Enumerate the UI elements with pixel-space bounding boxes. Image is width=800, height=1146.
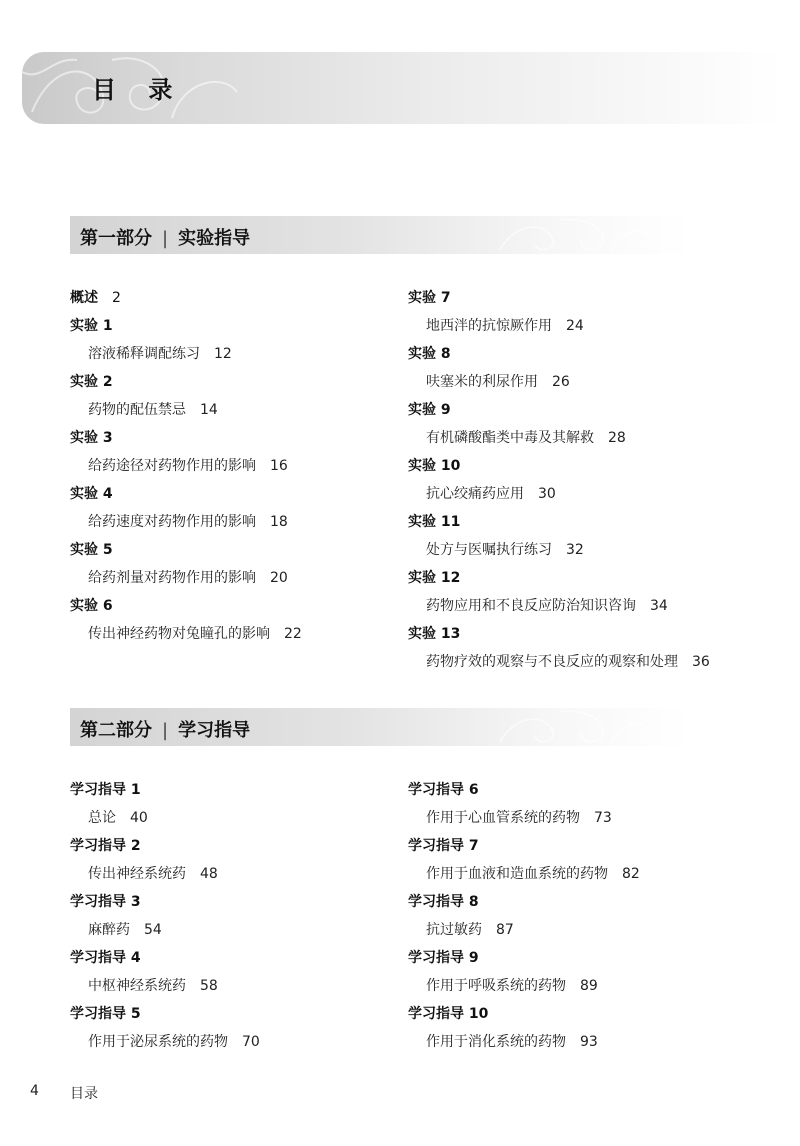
toc-heading-entry[interactable] [408, 780, 479, 800]
toc-page-number: 34 [650, 598, 668, 614]
toc-heading-entry[interactable] [70, 596, 113, 616]
toc-heading-text: 学习指导 6 [408, 782, 479, 798]
toc-heading-entry[interactable] [408, 892, 479, 912]
toc-entry[interactable] [426, 316, 584, 336]
toc-heading-text: 学习指导 5 [70, 1006, 141, 1022]
toc-entry[interactable] [88, 920, 162, 940]
toc-entry-title: 抗心绞痛药应用 [426, 486, 524, 502]
toc-entry-title: 总论 [88, 810, 116, 826]
toc-heading-text: 实验 4 [70, 486, 113, 502]
toc-page-number: 48 [200, 866, 218, 882]
part1-heading-band [70, 216, 690, 254]
toc-entry[interactable] [426, 1032, 598, 1052]
part2-separator: | [162, 720, 169, 741]
toc-entry[interactable] [426, 976, 598, 996]
toc-heading-text: 学习指导 4 [70, 950, 141, 966]
toc-heading-entry[interactable] [408, 400, 451, 420]
ornament-swirl-icon [490, 216, 650, 254]
part2-label: 第二部分 [80, 720, 152, 741]
toc-heading-entry[interactable] [408, 456, 460, 476]
toc-page-number: 26 [552, 374, 570, 390]
footer-running-title: 目录 [70, 1086, 98, 1102]
toc-page-number: 12 [214, 346, 232, 362]
toc-page-number: 93 [580, 1034, 598, 1050]
toc-heading-text: 实验 3 [70, 430, 113, 446]
toc-entry[interactable] [88, 976, 218, 996]
toc-entry-title: 给药途径对药物作用的影响 [88, 458, 256, 474]
toc-entry-title: 作用于呼吸系统的药物 [426, 978, 566, 994]
toc-page-number: 89 [580, 978, 598, 994]
toc-page-number: 2 [112, 290, 121, 306]
toc-entry-title: 药物应用和不良反应防治知识咨询 [426, 598, 636, 614]
footer-page-number: 4 [30, 1083, 39, 1099]
toc-heading-entry[interactable] [408, 344, 451, 364]
toc-entry-title: 抗过敏药 [426, 922, 482, 938]
toc-heading-entry[interactable] [408, 512, 460, 532]
toc-heading-entry[interactable] [70, 1004, 141, 1024]
toc-heading-entry[interactable] [408, 568, 460, 588]
toc-page-number: 36 [692, 654, 710, 670]
toc-heading-text: 学习指导 7 [408, 838, 479, 854]
toc-entry[interactable] [426, 372, 570, 392]
toc-heading-entry[interactable] [408, 948, 479, 968]
toc-heading-entry[interactable] [70, 836, 141, 856]
part1-label: 第一部分 [80, 228, 152, 249]
toc-page-number: 58 [200, 978, 218, 994]
toc-heading-text: 实验 12 [408, 570, 461, 586]
toc-entry-title: 麻醉药 [88, 922, 130, 938]
toc-heading-entry[interactable] [408, 1004, 488, 1024]
toc-entry-title: 中枢神经系统药 [88, 978, 186, 994]
toc-page-number: 54 [144, 922, 162, 938]
part2-heading [80, 716, 250, 742]
toc-heading-entry[interactable] [408, 288, 451, 308]
toc-entry[interactable] [88, 568, 288, 588]
toc-page-number: 22 [284, 626, 302, 642]
toc-heading-text: 实验 1 [70, 318, 113, 334]
toc-page-number: 87 [496, 922, 514, 938]
toc-entry[interactable] [88, 864, 218, 884]
toc-heading-text: 学习指导 8 [408, 894, 479, 910]
part2-name: 学习指导 [178, 720, 251, 741]
toc-entry-title: 传出神经系统药 [88, 866, 186, 882]
part1-heading [80, 224, 250, 250]
toc-heading-text: 学习指导 10 [408, 1006, 489, 1022]
toc-entry-title: 有机磷酸酯类中毒及其解救 [426, 430, 594, 446]
toc-heading-text: 实验 2 [70, 374, 113, 390]
toc-entry[interactable] [88, 456, 288, 476]
toc-entry-title: 作用于泌尿系统的药物 [88, 1034, 228, 1050]
toc-heading-entry[interactable] [70, 428, 113, 448]
toc-page-number: 20 [270, 570, 288, 586]
toc-entry-title: 作用于心血管系统的药物 [426, 810, 580, 826]
toc-entry-title: 处方与医嘱执行练习 [426, 542, 552, 558]
toc-heading-text: 实验 7 [408, 290, 451, 306]
toc-heading-entry[interactable] [408, 624, 460, 644]
toc-entry-title: 呋塞米的利尿作用 [426, 374, 538, 390]
toc-heading-entry[interactable] [70, 288, 121, 308]
toc-page-number: 16 [270, 458, 288, 474]
toc-heading-text: 实验 11 [408, 514, 461, 530]
toc-heading-text: 学习指导 3 [70, 894, 141, 910]
toc-page-number: 28 [608, 430, 626, 446]
toc-page-number: 24 [566, 318, 584, 334]
toc-page-number: 18 [270, 514, 288, 530]
toc-heading-entry[interactable] [70, 316, 113, 336]
toc-entry-title: 药物疗效的观察与不良反应的观察和处理 [426, 654, 678, 670]
toc-heading-text: 实验 6 [70, 598, 113, 614]
toc-entry-title: 作用于消化系统的药物 [426, 1034, 566, 1050]
toc-heading-text: 学习指导 2 [70, 838, 141, 854]
toc-entry[interactable] [426, 596, 668, 616]
toc-entry[interactable] [426, 428, 626, 448]
toc-page-number: 30 [538, 486, 556, 502]
page-title: 目 录 [92, 76, 185, 104]
toc-entry-title: 地西泮的抗惊厥作用 [426, 318, 552, 334]
page-title-band [22, 52, 782, 124]
part1-name: 实验指导 [178, 228, 251, 249]
toc-heading-text: 实验 13 [408, 626, 461, 642]
toc-entry-title: 给药剂量对药物作用的影响 [88, 570, 256, 586]
toc-heading-entry[interactable] [70, 948, 141, 968]
toc-entry-title: 给药速度对药物作用的影响 [88, 514, 256, 530]
toc-entry-title: 溶液稀释调配练习 [88, 346, 200, 362]
toc-heading-entry[interactable] [408, 836, 479, 856]
toc-heading-entry[interactable] [70, 372, 113, 392]
toc-heading-entry[interactable] [70, 484, 113, 504]
toc-heading-text: 学习指导 9 [408, 950, 479, 966]
toc-heading-entry[interactable] [70, 780, 141, 800]
toc-entry[interactable] [88, 808, 148, 828]
toc-entry[interactable] [88, 344, 232, 364]
toc-heading-text: 学习指导 1 [70, 782, 141, 798]
toc-page-number: 73 [594, 810, 612, 826]
toc-heading-text: 实验 8 [408, 346, 451, 362]
toc-entry-title: 药物的配伍禁忌 [88, 402, 186, 418]
toc-page-number: 32 [566, 542, 584, 558]
toc-entry[interactable] [426, 484, 556, 504]
toc-entry[interactable] [88, 512, 288, 532]
toc-heading-text: 实验 9 [408, 402, 451, 418]
part1-separator: | [162, 228, 169, 249]
toc-page-number: 40 [130, 810, 148, 826]
toc-entry[interactable] [426, 652, 710, 672]
toc-entry-title: 传出神经药物对兔瞳孔的影响 [88, 626, 270, 642]
toc-entry-title: 作用于血液和造血系统的药物 [426, 866, 608, 882]
toc-heading-entry[interactable] [70, 540, 113, 560]
toc-entry[interactable] [426, 540, 584, 560]
toc-page-number: 14 [200, 402, 218, 418]
ornament-swirl-icon [490, 708, 650, 746]
toc-page-number: 70 [242, 1034, 260, 1050]
toc-entry[interactable] [426, 808, 612, 828]
toc-entry[interactable] [88, 1032, 260, 1052]
toc-entry[interactable] [426, 920, 514, 940]
part2-heading-band [70, 708, 690, 746]
toc-page-number: 82 [622, 866, 640, 882]
toc-entry[interactable] [88, 400, 218, 420]
toc-heading-text: 实验 10 [408, 458, 461, 474]
toc-heading-text: 概述 [70, 290, 98, 306]
toc-heading-entry[interactable] [70, 892, 141, 912]
toc-entry[interactable] [88, 624, 302, 644]
toc-entry[interactable] [426, 864, 640, 884]
toc-heading-text: 实验 5 [70, 542, 113, 558]
